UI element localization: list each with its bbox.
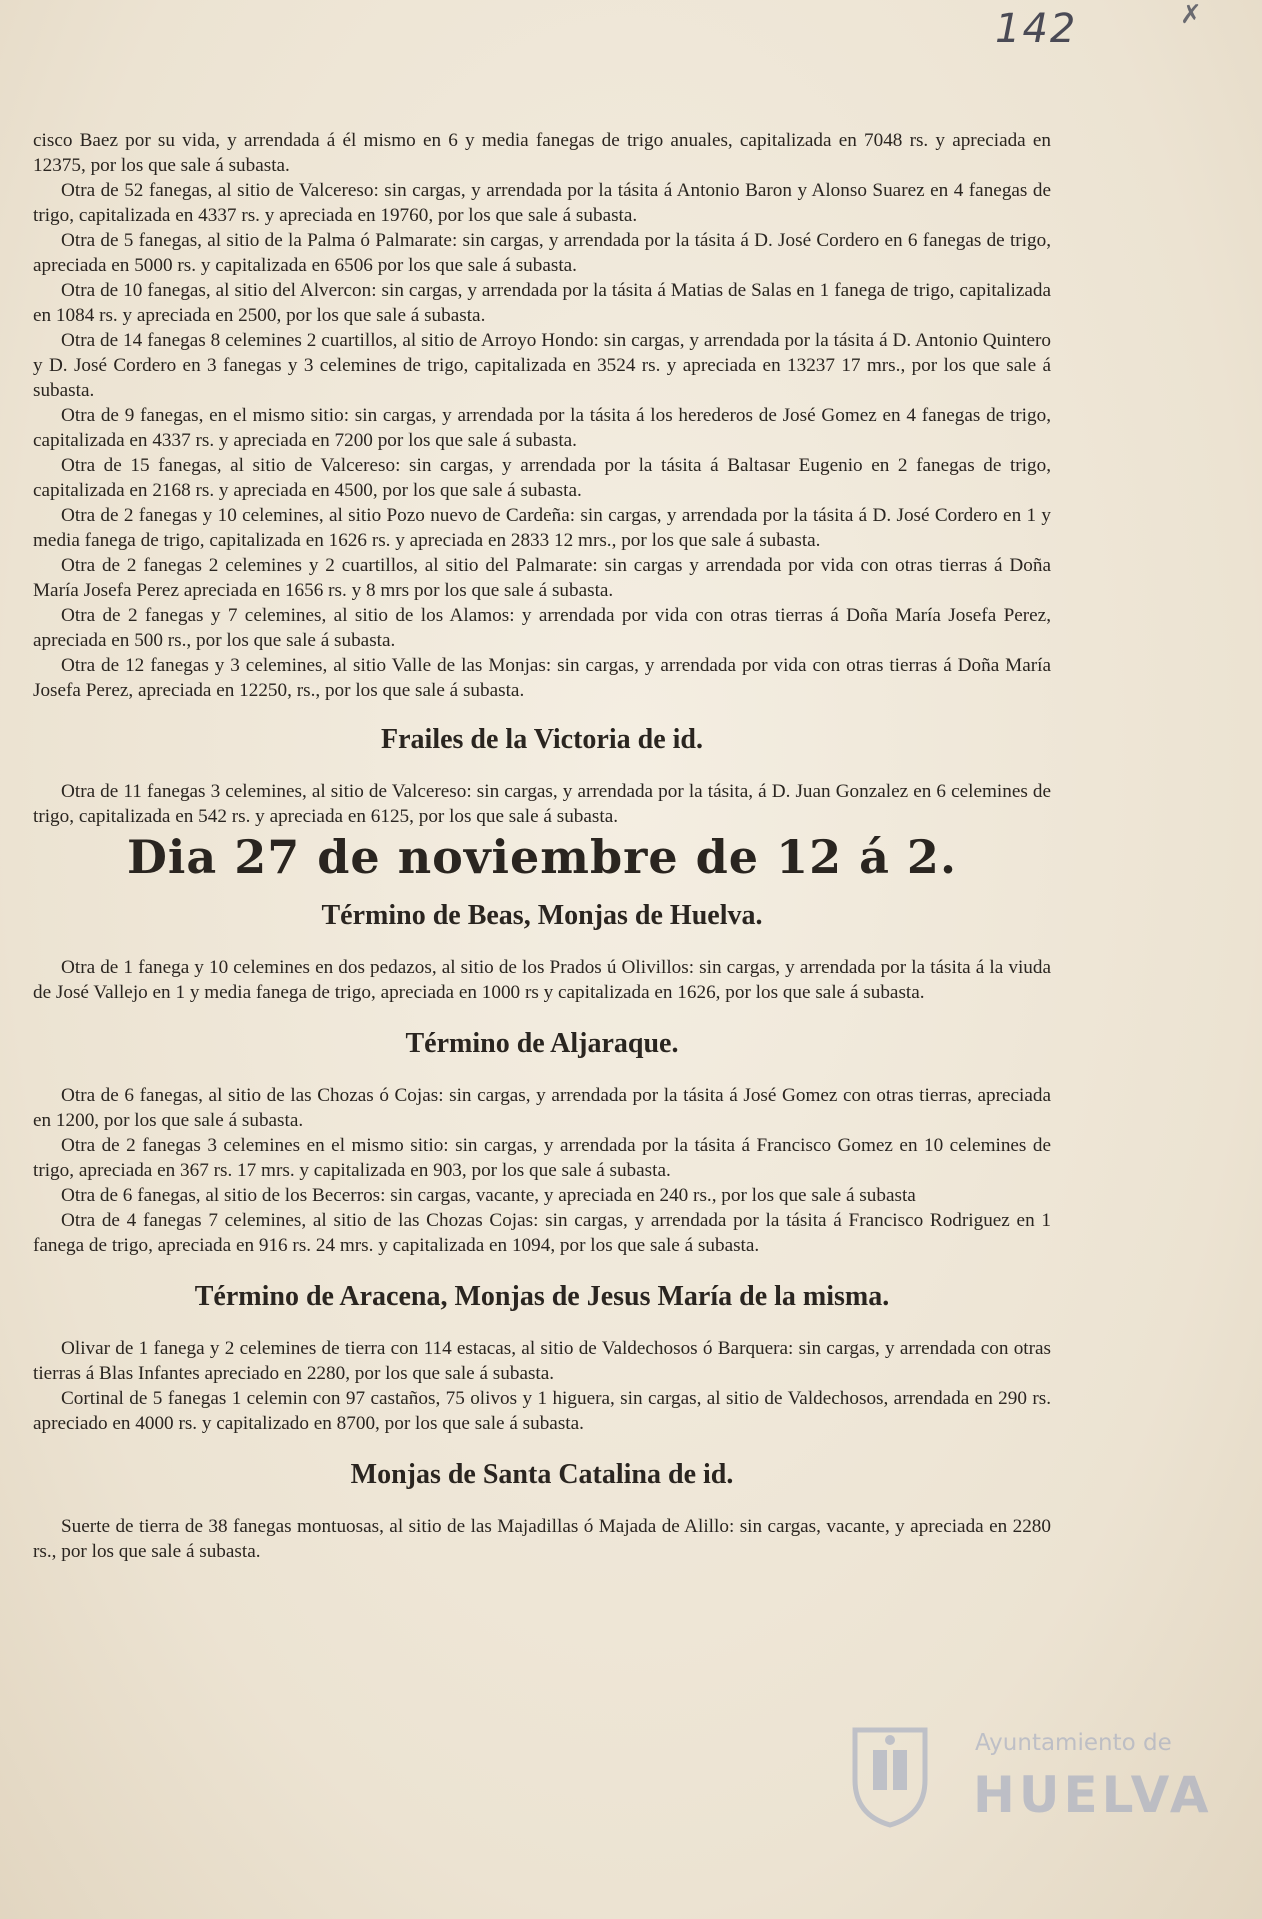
- paragraph: Otra de 6 fanegas, al sitio de las Chozas ó Cojas: sin cargas, y arrendada por la tásita á José Gomez con otras tierras, apreciada en 1200, por los que sale á subasta.: [33, 1085, 1051, 1131]
- paragraph: cisco Baez por su vida, y arrendada á él mismo en 6 y media fanegas de trigo anuales, capitalizada en 7048 rs. y apreciada en 12375, por los que sale á subasta.: [33, 130, 1051, 176]
- paragraph: Otra de 12 fanegas y 3 celemines, al sitio Valle de las Monjas: sin cargas, y arrendada por vida con otras tierras á Doña María Josefa Perez, apreciada en 12250, rs., por los que sale á subasta.: [33, 655, 1051, 701]
- paragraph: Cortinal de 5 fanegas 1 celemin con 97 castaños, 75 olivos y 1 higuera, sin cargas, al sitio de Valdechosos, arrendada en 290 rs. apreciado en 4000 rs. y capitalizado en 8700, por los que sale á subasta.: [33, 1388, 1051, 1434]
- paragraph: Otra de 5 fanegas, al sitio de la Palma ó Palmarate: sin cargas, y arrendada por la tásita á D. José Cordero en 6 fanegas de trigo, apreciada en 5000 rs. y capitalizada en 6506 por los que sale á subasta.: [33, 230, 1051, 276]
- watermark: [845, 1720, 1213, 1840]
- paragraph: Otra de 6 fanegas, al sitio de los Becerros: sin cargas, vacante, y apreciada en 240 rs., por los que sale á subasta: [61, 1185, 916, 1206]
- paragraph: Otra de 2 fanegas y 7 celemines, al sitio de los Alamos: y arrendada por vida con otras tierras á Doña María Josefa Perez, apreciada en 500 rs., por los que sale á subasta.: [33, 605, 1051, 651]
- section-heading-aljaraque: Término de Aljaraque.: [405, 1028, 679, 1059]
- document-body: [33, 128, 1051, 1564]
- watermark-line2: HUELVA: [973, 1766, 1213, 1824]
- corner-mark: ✗: [1180, 0, 1202, 30]
- paragraph: Olivar de 1 fanega y 2 celemines de tierra con 114 estacas, al sitio de Valdechosos ó Barquera: sin cargas, y arrendada con otras tierras á Blas Infantes apreciado en 2280, por los que sale á subasta.: [33, 1338, 1051, 1384]
- section-heading-catalina: Monjas de Santa Catalina de id.: [350, 1459, 734, 1490]
- paragraph: Suerte de tierra de 38 fanegas montuosas, al sitio de las Majadillas ó Majada de Alillo: sin cargas, vacante, y apreciada en 2280 rs., por los que sale á subasta.: [33, 1516, 1051, 1562]
- paragraph: Otra de 4 fanegas 7 celemines, al sitio de las Chozas Cojas: sin cargas, y arrendada por la tásita á Francisco Rodriguez en 1 fanega de trigo, apreciada en 916 rs. 24 mrs. y capitalizada en 1094, por los que sale á subasta.: [33, 1210, 1051, 1256]
- folio-number: 142: [995, 6, 1078, 52]
- paragraph: Otra de 9 fanegas, en el mismo sitio: sin cargas, y arrendada por la tásita á los herederos de José Gomez en 4 fanegas de trigo, capitalizada en 4337 rs. y apreciada en 7200 por los que sale á subasta.: [33, 405, 1051, 451]
- section-heading-aracena: Término de Aracena, Monjas de Jesus María de la misma.: [194, 1281, 890, 1312]
- paragraph: Otra de 52 fanegas, al sitio de Valcereso: sin cargas, y arrendada por la tásita á Antonio Baron y Alonso Suarez en 4 fanegas de trigo, capitalizada en 4337 rs. y apreciada en 19760, por los que sale á subasta.: [33, 180, 1051, 226]
- paragraph: Otra de 15 fanegas, al sitio de Valcereso: sin cargas, y arrendada por la tásita á Baltasar Eugenio en 2 fanegas de trigo, capitalizada en 2168 rs. y apreciada en 4500, por los que sale á subasta.: [33, 455, 1051, 501]
- section-heading-frailes: Frailes de la Victoria de id.: [381, 724, 703, 755]
- paragraph: Otra de 2 fanegas y 10 celemines, al sitio Pozo nuevo de Cardeña: sin cargas, y arrendada por la tásita á D. José Cordero en 1 y media fanega de trigo, capitalizada en 1626 rs. y apreciada en 2833 12 mrs., por los que sale á subasta.: [33, 505, 1051, 551]
- paragraph: Otra de 11 fanegas 3 celemines, al sitio de Valcereso: sin cargas, y arrendada por la tásita, á D. Juan Gonzalez en 6 celemines de trigo, capitalizada en 542 rs. y apreciada en 6125, por los que sale á subasta.: [33, 781, 1051, 827]
- day-heading: Dia 27 de noviembre de 12 á 2.: [127, 830, 957, 884]
- paragraph: Otra de 1 fanega y 10 celemines en dos pedazos, al sitio de los Prados ú Olivillos: sin cargas, y arrendada por la tásita á la viuda de José Vallejo en 1 y media fanega de trigo, apreciada en 1000 rs y capitalizada en 1626, por los que sale á subasta.: [33, 957, 1051, 1003]
- paragraph: Otra de 2 fanegas 3 celemines en el mismo sitio: sin cargas, y arrendada por la tásita á Francisco Gomez en 10 celemines de trigo, apreciada en 367 rs. 17 mrs. y capitalizada en 903, por los que sale á subasta.: [33, 1135, 1051, 1181]
- paragraph: Otra de 2 fanegas 2 celemines y 2 cuartillos, al sitio del Palmarate: sin cargas y arrendada por vida con otras tierras á Doña María Josefa Perez apreciada en 1656 rs. y 8 mrs por los que sale á subasta.: [33, 555, 1051, 601]
- watermark-line1: Ayuntamiento de: [975, 1730, 1172, 1756]
- paragraph: Otra de 10 fanegas, al sitio del Alvercon: sin cargas, y arrendada por la tásita á Matias de Salas en 1 fanega de trigo, capitalizada en 1084 rs. y apreciada en 2500, por los que sale á subasta.: [33, 280, 1051, 326]
- section-heading-beas: Término de Beas, Monjas de Huelva.: [321, 900, 763, 931]
- city-seal-icon: [845, 1720, 935, 1830]
- paragraph: Otra de 14 fanegas 8 celemines 2 cuartillos, al sitio de Arroyo Hondo: sin cargas, y arrendada por la tásita á D. Antonio Quintero y D. José Cordero en 3 fanegas y 3 celemines de trigo, capitalizada en 3524 rs. y apreciada en 13237 17 mrs., por los que sale á subasta.: [33, 330, 1051, 401]
